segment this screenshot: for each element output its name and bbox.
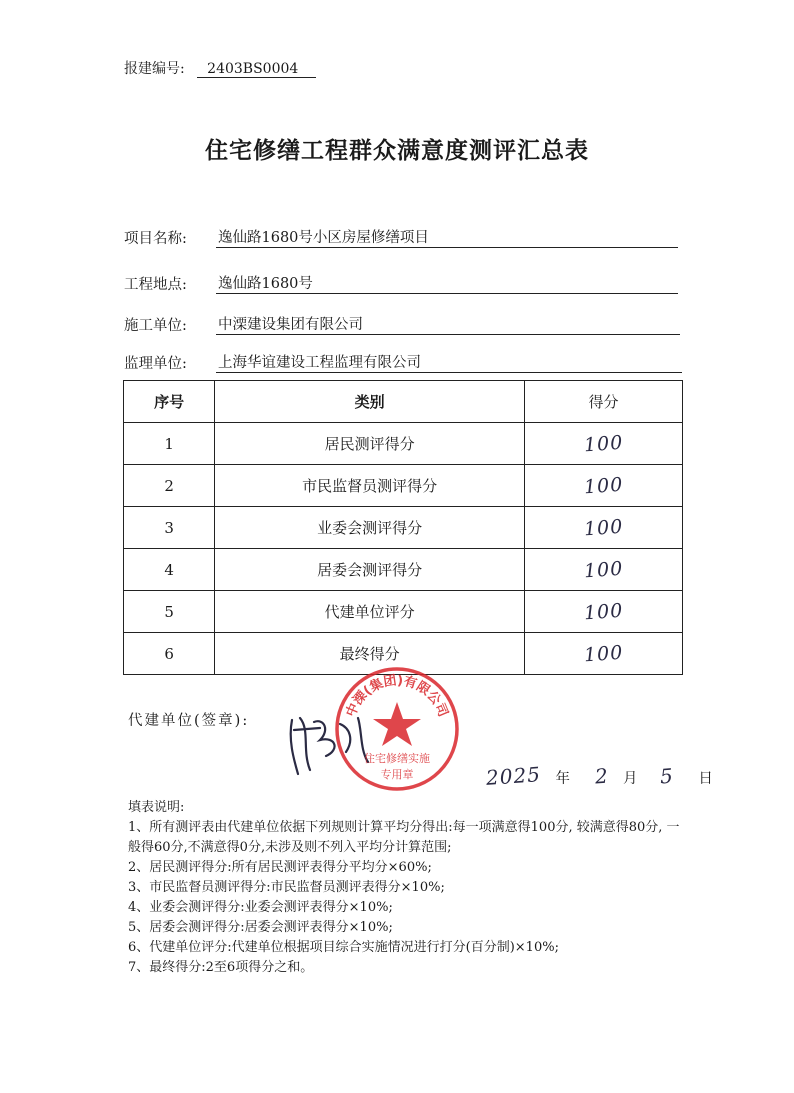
handwritten-score: 100 bbox=[583, 473, 624, 498]
info-label: 项目名称: bbox=[124, 231, 187, 247]
row-no: 3 bbox=[124, 507, 215, 549]
table-row bbox=[124, 423, 683, 465]
row-category: 居委会测评得分 bbox=[215, 549, 525, 591]
info-project-name bbox=[124, 226, 678, 248]
handwritten-score: 100 bbox=[583, 599, 624, 624]
handwritten-score: 100 bbox=[583, 515, 624, 540]
table-header-row bbox=[124, 381, 683, 423]
sign-date bbox=[482, 764, 719, 788]
report-number bbox=[124, 58, 316, 78]
info-supervisor bbox=[124, 351, 682, 373]
row-score bbox=[524, 507, 682, 549]
seal-inner-text: 住宅修缮实施 bbox=[364, 752, 430, 765]
report-number-value: 2403BS0004 bbox=[197, 61, 316, 78]
handwritten-score: 100 bbox=[583, 641, 624, 666]
info-contractor bbox=[124, 313, 680, 335]
table-row bbox=[124, 465, 683, 507]
date-month: 2 bbox=[593, 763, 610, 789]
handwritten-score: 100 bbox=[583, 557, 624, 582]
fill-instructions bbox=[128, 798, 688, 978]
header-no: 序号 bbox=[124, 381, 215, 423]
seal-ring-text: 中溧(集团)有限公司 bbox=[343, 673, 451, 720]
row-score bbox=[524, 423, 682, 465]
date-year-unit: 年 bbox=[555, 771, 571, 787]
row-no: 2 bbox=[124, 465, 215, 507]
row-no: 4 bbox=[124, 549, 215, 591]
notes-item: 2、居民测评得分:所有居民测评表得分平均分×60%; bbox=[128, 860, 432, 875]
info-value: 逸仙路1680号小区房屋修缮项目 bbox=[216, 226, 678, 248]
row-category: 市民监督员测评得分 bbox=[215, 465, 525, 507]
signature-label: 代建单位(签章): bbox=[128, 713, 250, 729]
row-no: 5 bbox=[124, 591, 215, 633]
info-value: 上海华谊建设工程监理有限公司 bbox=[216, 351, 682, 373]
notes-item: 5、居委会测评得分:居委会测评表得分×10%; bbox=[128, 920, 393, 935]
notes-item: 4、业委会测评得分:业委会测评表得分×10%; bbox=[128, 900, 393, 915]
info-label: 工程地点: bbox=[124, 277, 187, 293]
handwritten-score: 100 bbox=[583, 431, 624, 456]
info-location bbox=[124, 272, 678, 294]
table-row bbox=[124, 591, 683, 633]
row-category: 居民测评得分 bbox=[215, 423, 525, 465]
header-score: 得分 bbox=[524, 381, 682, 423]
date-month-unit: 月 bbox=[622, 771, 638, 787]
report-number-label: 报建编号: bbox=[124, 61, 185, 77]
table-row bbox=[124, 549, 683, 591]
row-score bbox=[524, 591, 682, 633]
info-label: 监理单位: bbox=[124, 356, 187, 372]
seal-bottom-text: 专用章 bbox=[380, 768, 414, 781]
date-year: 2025 bbox=[485, 762, 542, 790]
info-label: 施工单位: bbox=[124, 318, 187, 334]
notes-item: 6、代建单位评分:代建单位根据项目综合实施情况进行打分(百分制)×10%; bbox=[128, 940, 559, 955]
header-category: 类别 bbox=[215, 381, 525, 423]
date-day: 5 bbox=[659, 763, 675, 789]
date-day-unit: 日 bbox=[698, 771, 713, 787]
row-category: 业委会测评得分 bbox=[215, 507, 525, 549]
score-table bbox=[123, 380, 683, 675]
page-title: 住宅修缮工程群众满意度测评汇总表 bbox=[205, 138, 589, 164]
company-seal-icon bbox=[332, 664, 462, 794]
notes-item: 3、市民监督员测评得分:市民监督员测评表得分×10%; bbox=[128, 880, 445, 895]
row-no: 6 bbox=[124, 633, 215, 675]
notes-item: 1、所有测评表由代建单位依据下列规则计算平均分得出:每一项满意得100分, 较满意得80分, 一般得60分,不满意得0分,未涉及则不列入平均分计算范围; bbox=[128, 820, 680, 855]
table-row bbox=[124, 507, 683, 549]
row-no: 1 bbox=[124, 423, 215, 465]
row-score bbox=[524, 465, 682, 507]
row-category: 代建单位评分 bbox=[215, 591, 525, 633]
row-category: 最终得分 bbox=[215, 633, 525, 675]
row-score bbox=[524, 633, 682, 675]
info-value: 逸仙路1680号 bbox=[216, 272, 678, 294]
notes-item: 7、最终得分:2至6项得分之和。 bbox=[128, 960, 314, 975]
notes-title: 填表说明: bbox=[128, 800, 185, 815]
info-value: 中溧建设集团有限公司 bbox=[216, 313, 680, 335]
row-score bbox=[524, 549, 682, 591]
